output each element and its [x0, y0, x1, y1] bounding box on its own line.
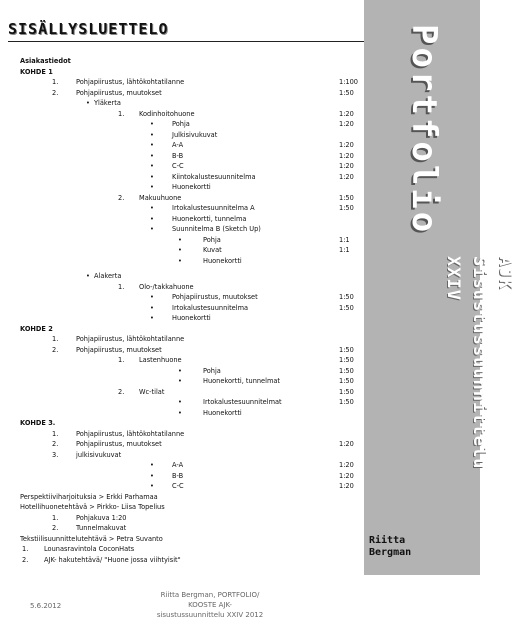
- toc-row: [0, 303, 364, 313]
- toc-entry-text: Irtokalustesuunnitelma A: [172, 204, 255, 212]
- toc-row: [0, 109, 364, 119]
- toc-row: [0, 282, 364, 292]
- toc-entry-text: julkisivukuvat: [76, 450, 122, 459]
- toc-bullet: •: [178, 246, 182, 254]
- toc-row: [0, 345, 364, 355]
- toc-scale: 1:20: [339, 109, 354, 118]
- toc-row: [0, 471, 364, 481]
- toc-entry-text: Wc-tilat: [139, 387, 165, 396]
- toc-entry-text: Pohja: [172, 120, 190, 128]
- author-name: [369, 535, 411, 559]
- sidebar-portfolio-title: Portfolio: [404, 24, 444, 236]
- toc-row: [0, 502, 364, 512]
- toc-number: 2.: [118, 193, 125, 202]
- toc-row: [0, 334, 364, 344]
- footer-note-line2: KOOSTE AJK-: [188, 601, 232, 609]
- toc-row: [0, 418, 364, 428]
- toc-number: 2.: [118, 387, 125, 396]
- toc-row: [0, 119, 364, 129]
- toc-bullet: •: [150, 151, 154, 160]
- toc-scale: 1:50: [339, 387, 354, 396]
- toc-row: [0, 555, 364, 565]
- toc-bullet: •: [150, 214, 154, 223]
- toc-row: [0, 513, 364, 523]
- toc-scale: 1:50: [339, 204, 354, 212]
- toc-scale: 1:50: [339, 303, 354, 312]
- toc-bullet: •: [150, 482, 154, 490]
- toc-entry-text: Kodinhoitohuone: [139, 109, 195, 118]
- toc-entry-text: Makuuhuone: [139, 193, 182, 202]
- toc-bullet: •: [150, 130, 154, 139]
- toc-row: [0, 387, 364, 397]
- toc-bullet: •: [150, 141, 154, 149]
- toc-entry-text: Pohjapiirustus, lähtökohtatilanne: [76, 335, 185, 343]
- toc-row: [0, 292, 364, 302]
- toc-row: [0, 408, 364, 418]
- toc-scale: 1:50: [339, 345, 354, 354]
- toc-entry-text: Suunnitelma B (Sketch Up): [172, 225, 261, 233]
- toc-entry-text: C-C: [172, 162, 184, 170]
- toc-scale: 1:50: [339, 193, 354, 202]
- toc-row: [0, 140, 364, 150]
- toc-row: [0, 77, 364, 87]
- toc-bullet: •: [150, 162, 154, 170]
- toc-bullet: •: [178, 366, 182, 375]
- toc-row: [0, 366, 364, 376]
- toc-number: 2.: [52, 88, 59, 97]
- toc-entry-text: KOHDE 3.: [20, 419, 56, 427]
- toc-row: [0, 161, 364, 171]
- toc-entry-text: Perspektiiviharjoituksia > Erkki Parhamaa: [20, 492, 158, 501]
- toc-scale: 1:20: [339, 482, 354, 490]
- toc-entry-text: Olo-/takkahuone: [139, 282, 194, 291]
- sidebar-subtitle-line2: Sisustussuunnittelu: [469, 256, 489, 470]
- toc-entry-text: Kiintokalustesuunnitelma: [172, 172, 256, 181]
- toc-row: [0, 130, 364, 140]
- toc-entry-text: Huonekortti: [203, 256, 242, 265]
- toc-bullet: •: [150, 314, 154, 322]
- toc-row: [0, 245, 364, 255]
- toc-number: 2.: [52, 440, 59, 448]
- toc-entry-text: AJK- hakutehtävä/ "Huone jossa viihtyisit": [44, 555, 181, 564]
- toc-bullet: •: [150, 172, 154, 181]
- toc-row: [0, 324, 364, 334]
- toc-bullet: •: [178, 377, 182, 385]
- toc-bullet: •: [150, 293, 154, 301]
- toc-entry-text: Hotellihuonetehtävä > Pirkko- Liisa Topelius: [20, 503, 165, 511]
- toc-entry-text: Julkisivukuvat: [172, 130, 218, 139]
- toc-number: 2.: [52, 524, 59, 532]
- toc-entry-text: A-A: [172, 141, 184, 149]
- toc-row: [0, 313, 364, 323]
- toc-entry-text: Huonekortti: [203, 408, 242, 417]
- toc-bullet: •: [150, 225, 154, 233]
- sidebar-subtitle-line3: XXIV: [443, 256, 463, 301]
- toc-number: 1.: [118, 109, 125, 118]
- toc-scale: 1:20: [339, 151, 354, 160]
- toc-row: [0, 460, 364, 470]
- toc-bullet: •: [178, 256, 182, 265]
- toc-bullet: •: [178, 398, 182, 406]
- toc-row: [0, 172, 364, 182]
- author-first-name: Riitta: [369, 535, 406, 546]
- toc-entry-text: Huonekortti, tunnelmat: [203, 377, 280, 385]
- sidebar-subtitle: [440, 256, 518, 469]
- toc-row: [0, 56, 364, 66]
- toc-entry-text: Huonekortti: [172, 183, 211, 191]
- toc-entry-text: Lastenhuone: [139, 356, 182, 364]
- toc-scale: 1:100: [339, 78, 359, 86]
- toc-entry-text: Pohja: [203, 235, 221, 244]
- toc-bullet: •: [150, 303, 154, 312]
- toc-entry-text: A-A: [172, 461, 184, 469]
- toc-entry-text: Pohjapiirustus, lähtökohtatilanne: [76, 78, 185, 86]
- toc-bullet: •: [150, 204, 154, 212]
- toc-number: 1.: [52, 513, 59, 522]
- toc-row: [0, 523, 364, 533]
- toc-entry-text: Pohja: [203, 366, 221, 375]
- toc-scale: 1:50: [339, 356, 354, 364]
- toc-scale: 1:50: [339, 293, 354, 301]
- toc-row: [0, 429, 364, 439]
- toc-entry-text: Tunnelmakuvat: [76, 524, 127, 532]
- toc-scale: 1:20: [339, 440, 354, 448]
- toc-scale: 1:20: [339, 162, 354, 170]
- toc-bullet: •: [86, 99, 90, 107]
- toc-row: [0, 481, 364, 491]
- toc-row: [0, 256, 364, 266]
- toc-scale: 1:20: [339, 471, 354, 480]
- toc-row: [0, 397, 364, 407]
- toc-row: [0, 235, 364, 245]
- toc-number: 1.: [52, 335, 59, 343]
- toc-number: 3.: [52, 450, 59, 459]
- toc-entry-text: Tekstiilisuunnittelutehtävä > Petra Suvanto: [20, 534, 163, 543]
- toc-number: 1.: [118, 356, 125, 364]
- toc-row: [0, 67, 364, 77]
- toc-scale: 1:50: [339, 398, 354, 406]
- toc-entry-text: Asiakastiedot: [20, 57, 71, 65]
- toc-scale: 1:20: [339, 172, 354, 181]
- toc-bullet: •: [150, 183, 154, 191]
- toc-number: 1.: [118, 282, 125, 291]
- footer-note-line3: sisustussuunnittelu XXIV 2012: [156, 611, 264, 619]
- toc-row: [0, 214, 364, 224]
- toc-entry-text: Pohjapiirustus, lähtökohtatilanne: [76, 429, 185, 438]
- toc-bullet: •: [150, 120, 154, 128]
- toc-entry-text: Alakerta: [94, 272, 122, 280]
- toc-scale: 1:20: [339, 141, 354, 149]
- author-last-name: Bergman: [369, 547, 412, 558]
- toc-row: [0, 271, 364, 281]
- footer-note-line1: Riitta Bergman, PORTFOLIO/: [160, 591, 260, 599]
- toc-scale: 1:50: [339, 366, 354, 375]
- toc-row: [0, 492, 364, 502]
- toc-entry-text: Irtokalustesuunnitelmat: [203, 398, 282, 406]
- toc-row: [0, 224, 364, 234]
- toc-bullet: •: [150, 461, 154, 469]
- toc-row: [0, 450, 364, 460]
- toc-bullet: •: [86, 272, 90, 280]
- toc-number: 2.: [22, 555, 29, 564]
- toc-bullet: •: [150, 471, 154, 480]
- toc-entry-text: Pohjapiirustus, muutokset: [172, 293, 258, 301]
- toc-scale: 1:1: [339, 235, 350, 244]
- toc-row: [0, 376, 364, 386]
- toc-row: [0, 439, 364, 449]
- toc-number: 1.: [52, 429, 59, 438]
- toc-number: 1.: [52, 78, 59, 86]
- toc-entry-text: Pohjapiirustus, muutokset: [76, 440, 162, 448]
- toc-entry-text: Irtokalustesuunnitelma: [172, 303, 249, 312]
- toc-scale: 1:20: [339, 120, 354, 128]
- toc-row: [0, 203, 364, 213]
- toc-row: [0, 355, 364, 365]
- toc-entry-text: Pohjapiirustus, muutokset: [76, 345, 162, 354]
- toc-scale: 1:20: [339, 461, 354, 469]
- toc-bullet: •: [178, 408, 182, 417]
- toc-entry-text: Lounasravintola CoconHats: [44, 545, 135, 553]
- toc-scale: 1:50: [339, 377, 354, 385]
- footer-note: [150, 590, 270, 620]
- toc-row: [0, 193, 364, 203]
- toc-entry-text: Huonekortti: [172, 314, 211, 322]
- toc-entry-text: Pohjakuva 1:20: [76, 513, 127, 522]
- toc-entry-text: Pohjapiirustus, muutokset: [76, 88, 162, 97]
- toc-row: [0, 88, 364, 98]
- toc-entry-text: Kuvat: [203, 246, 222, 254]
- toc-entry-text: KOHDE 1: [20, 67, 53, 76]
- toc-entry-text: Huonekortti, tunnelma: [172, 214, 247, 223]
- toc-entry-text: Yläkerta: [94, 99, 121, 107]
- toc-scale: 1:1: [339, 246, 350, 254]
- toc-row: [0, 544, 364, 554]
- toc-row: [0, 534, 364, 544]
- toc-entry-text: B-B: [172, 151, 184, 160]
- footer-date: 5.6.2012: [30, 602, 62, 610]
- toc-row: [0, 182, 364, 192]
- toc-number: 2.: [52, 345, 59, 354]
- toc-entry-text: B-B: [172, 471, 184, 480]
- toc-number: 1.: [22, 545, 29, 553]
- page-title: SISÄLLYSLUETTELO: [8, 20, 169, 38]
- toc-entry-text: KOHDE 2: [20, 324, 53, 333]
- toc-entry-text: C-C: [172, 482, 184, 490]
- toc-row: [0, 98, 364, 108]
- toc-scale: 1:50: [339, 88, 354, 97]
- toc-row: [0, 151, 364, 161]
- sidebar-subtitle-line1: AJK: [495, 256, 515, 290]
- toc-bullet: •: [178, 235, 182, 244]
